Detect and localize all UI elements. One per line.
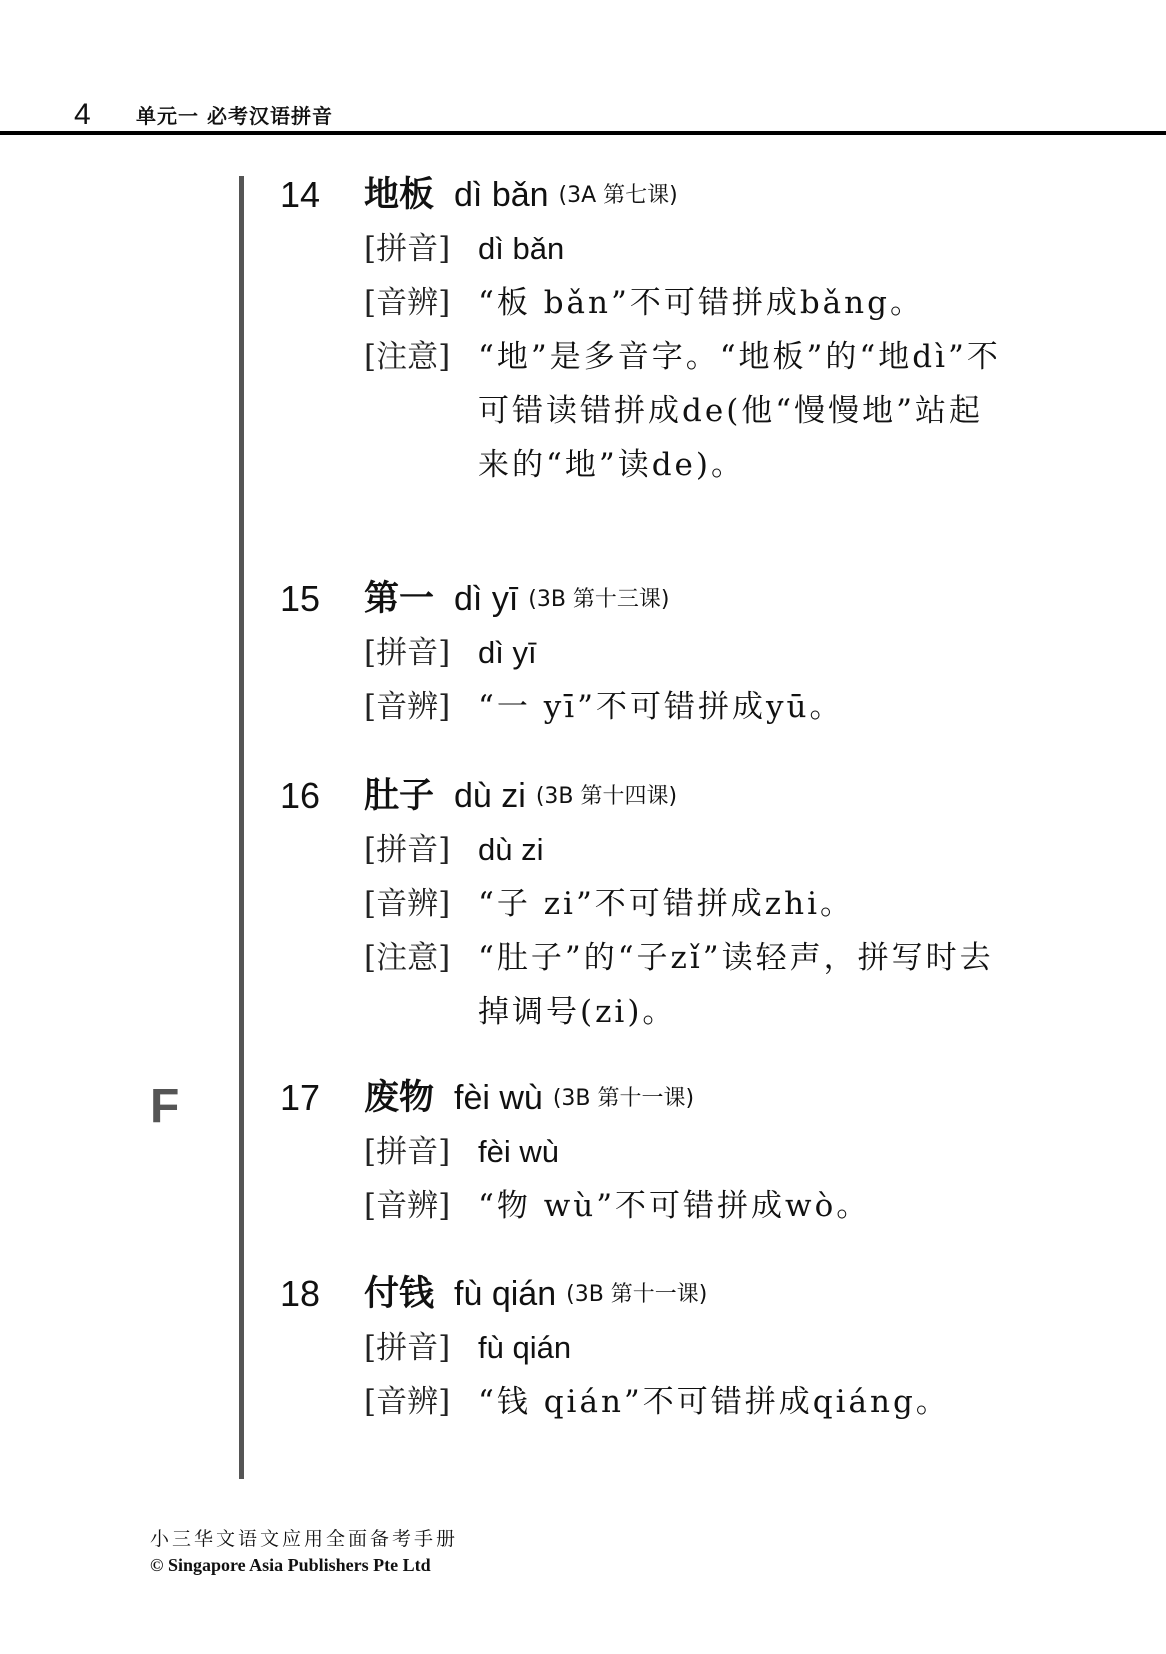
entry-14: [280, 168, 1008, 492]
distinguish-row: [音辨] “物 wù”不可错拼成wò。: [364, 1188, 871, 1224]
section-bar: [239, 176, 244, 1479]
entry-number: 18: [280, 1273, 321, 1314]
entry-pinyin: fèi wù: [454, 1079, 543, 1117]
distinguish-row: [音辨] “一 yī”不可错拼成yū。: [364, 689, 844, 725]
distinguish-row: [音辨] “板 bǎn”不可错拼成bǎng。: [364, 285, 924, 321]
section-letter: F: [150, 1080, 180, 1133]
entry-word: 第一 dì yī (3B 第十三课): [364, 579, 670, 619]
entry-word: 肚子 dù zi (3B 第十四课): [364, 776, 678, 816]
chapter-title: 单元一 必考汉语拼音: [136, 104, 333, 128]
lesson-ref: (3B 第十一课): [566, 1282, 708, 1307]
page-number: 4: [74, 98, 91, 131]
entry-heading: [280, 168, 1008, 222]
entry-18: [280, 1267, 1008, 1429]
header-rule: [0, 131, 1166, 135]
entry-pinyin: fù qián: [454, 1275, 557, 1313]
entry-pinyin: dì bǎn: [454, 176, 549, 214]
entry-15: [280, 572, 1008, 734]
note-row: [注意] “地”是多音字。“地板”的“地dì”不可错读错拼成de(他“慢慢地”站起来的“地”读de)。: [364, 339, 1001, 483]
pinyin-row: [拼音] dì bǎn: [364, 231, 565, 267]
entry-number: 14: [280, 174, 321, 215]
entry-17: [280, 1071, 1008, 1233]
distinguish-row: [音辨] “钱 qián”不可错拼成qiáng。: [364, 1384, 950, 1420]
lesson-ref: (3B 第十三课): [528, 587, 670, 612]
pinyin-row: [拼音] dì yī: [364, 635, 537, 671]
entry-16: [280, 769, 1008, 1039]
book-title: 小三华文语文应用全面备考手册: [150, 1528, 459, 1550]
entry-word: 地板 dì bǎn (3A 第七课): [364, 175, 678, 215]
page-header: [0, 95, 1166, 135]
entry-number: 16: [280, 775, 321, 816]
entry-word: 废物 fèi wù (3B 第十一课): [364, 1078, 695, 1118]
lesson-ref: (3A 第七课): [558, 183, 678, 208]
entry-heading: [280, 769, 1008, 823]
entry-pinyin: dì yī: [454, 580, 519, 618]
entry-word: 付钱 fù qián (3B 第十一课): [364, 1274, 708, 1314]
entry-heading: [280, 1071, 1008, 1125]
page-footer: [150, 1525, 458, 1577]
distinguish-row: [音辨] “子 zi”不可错拼成zhi。: [364, 886, 855, 922]
pinyin-row: [拼音] dù zi: [364, 832, 544, 868]
entry-number: 17: [280, 1077, 321, 1118]
entry-pinyin: dù zi: [454, 777, 526, 815]
note-row: [注意] “肚子”的“子zǐ”读轻声，拼写时去掉调号(zi)。: [364, 940, 994, 1030]
lesson-ref: (3B 第十一课): [552, 1086, 695, 1111]
lesson-ref: (3B 第十四课): [535, 784, 678, 809]
entry-number: 15: [280, 578, 321, 619]
entry-heading: [280, 1267, 1008, 1321]
entry-heading: [280, 572, 1008, 626]
pinyin-row: [拼音] fèi wù: [364, 1134, 559, 1170]
pinyin-row: [拼音] fù qián: [364, 1330, 572, 1366]
copyright: © Singapore Asia Publishers Pte Ltd: [150, 1555, 431, 1575]
